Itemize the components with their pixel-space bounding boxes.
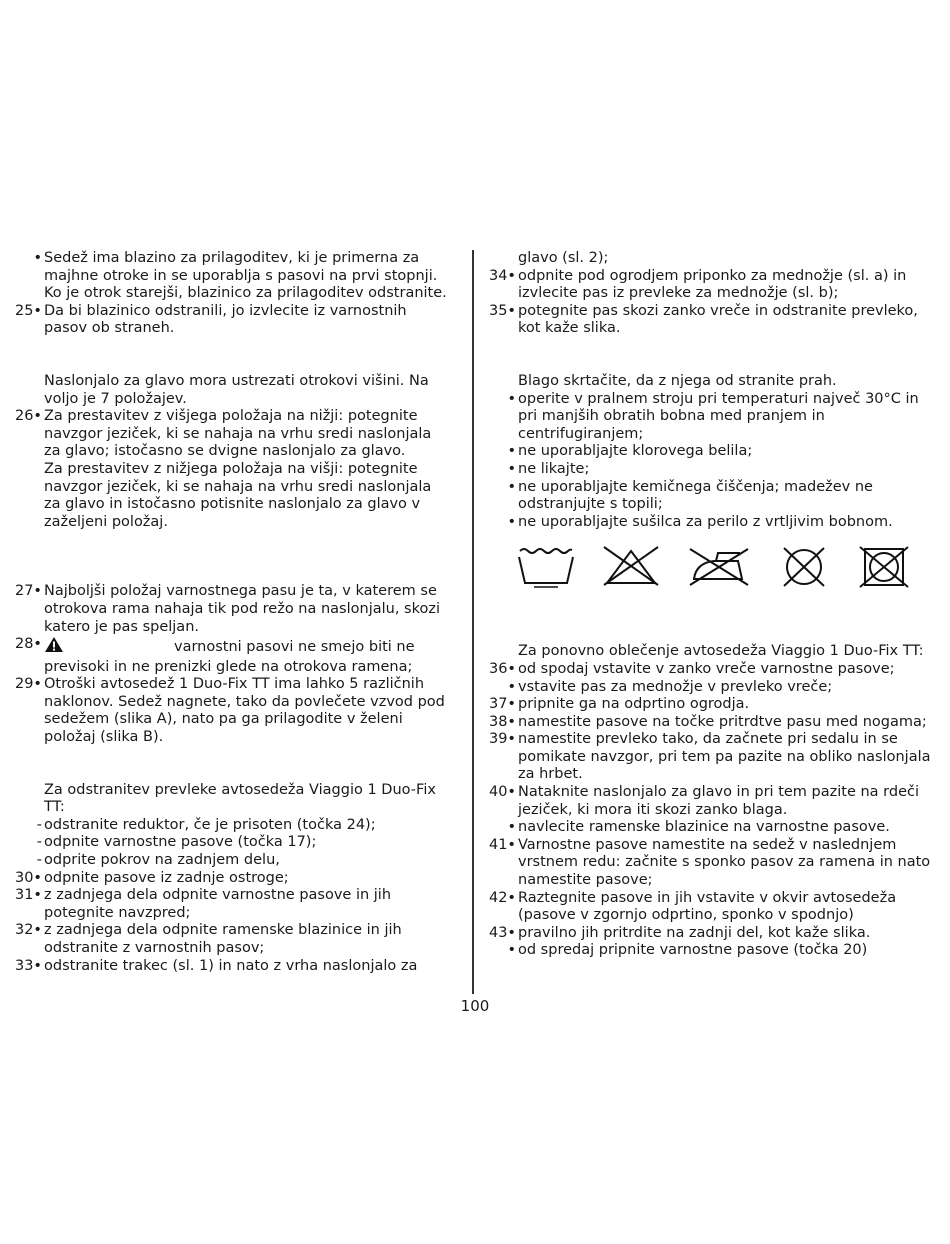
list-item: 27• Najboljši položaj varnostnega pasu je ta, v katerem se otrokova rama nahaja tik pod režo na naslonjalu, skozi katero je pas speljan.: [14, 583, 441, 635]
block-remove-cover: [10, 782, 452, 976]
list-item: 39• namestite prevleko tako, da začnete pri sedalu in se pomikate navzgor, pri tem pa pazite na obliko naslonjala za hrbet.: [488, 731, 931, 783]
block-refit-cover: [484, 643, 936, 960]
list-item: 35• potegnite pas skozi zanko vreče in odstranite prevleko, kot kaže slika.: [488, 302, 918, 337]
list-item: 37• pripnite ga na odprtino ogrodja.: [488, 696, 750, 713]
list-item: Za ponovno oblečenje avtosedeža Viaggio 1 Duo-Fix TT:: [518, 643, 924, 660]
care-symbols: [484, 545, 936, 589]
list-item: 30• odpnite pasove iz zadnje ostroge;: [14, 869, 289, 886]
list-item: 43• pravilno jih pritrdite na zadnji del, kot kaže slika.: [488, 924, 871, 941]
list-item: Naslonjalo za glavo mora ustrezati otrokovi višini. Na voljo je 7 položajev.: [44, 372, 429, 407]
list-item: 34• odpnite pod ogrodjem priponko za mednožje (sl. a) in izvlecite pas iz prevleke za mednožje (sl. b);: [488, 267, 907, 302]
warning-icon: [44, 636, 174, 659]
list-item: 25• Da bi blazinico odstranili, jo izvlecite iz varnostnih pasov ob straneh.: [14, 302, 407, 337]
block-remove-cover-cont: [484, 250, 936, 338]
list-item: • vstavite pas za mednožje v prevleko vreče;: [507, 678, 833, 695]
list-item: 42• Raztegnite pasove in jih vstavite v okvir avtosedeža (pasove v zgornjo odprtino, sponko v spodnjo): [488, 889, 897, 924]
list-item: 40• Nataknite naslonjalo za glavo in pri tem pazite na rdeči jeziček, ki mora iti skozi zanko blaga.: [488, 784, 919, 818]
right-column: [484, 250, 936, 960]
list-item: glavo (sl. 2);: [518, 250, 609, 266]
warning-item: 28• varnostni pasovi ne smejo biti ne previsoki in ne prenizki glede na otrokova ramena;: [14, 636, 415, 675]
list-item: • Sedež ima blazino za prilagoditev, ki je primerna za majhne otroke in se uporablja s pasovi na prvi stopnji. Ko je otrok starejši, blazinico za prilagoditev odstranite.: [33, 250, 447, 302]
list-item: - odprite pokrov na zadnjem delu,: [36, 852, 280, 869]
list-item: 32• z zadnjega dela odpnite ramenske blazinice in jih odstranite z varnostnih pasov;: [14, 922, 402, 956]
list-item: • ne uporabljajte klorovega belila;: [507, 443, 753, 460]
list-item: Blago skrtačite, da z njega od stranite prah.: [518, 372, 837, 389]
list-item: • navlecite ramenske blazinice na varnostne pasove.: [507, 819, 890, 836]
list-item: 29• Otroški avtosedež 1 Duo-Fix TT ima lahko 5 različnih naklonov. Sedež nagnete, tako da povlečete vzvod pod sedežem (slika A), nato pa ga prilagodite v želeni položaj (slika B).: [14, 676, 445, 746]
block-care: [484, 373, 936, 531]
list-item: 33• odstranite trakec (sl. 1) in nato z vrha naslonjalo za: [14, 957, 418, 974]
list-item: 31• z zadnjega dela odpnite varnostne pasove in jih potegnite navzpred;: [14, 887, 392, 921]
list-item: - odstranite reduktor, če je prisoten (točka 24);: [36, 816, 376, 833]
no-bleach-icon: [600, 545, 662, 589]
list-item: Za prestavitev z nižjega položaja na višji: potegnite navzgor jeziček, ki se nahaja na vrhu sredi naslonjala za glavo in istočasno potisnite naslonjalo za glavo v zaželjeni položaj.: [44, 460, 432, 530]
list-item: • ne uporabljajte sušilca za perilo z vrtljivim bobnom.: [507, 513, 893, 530]
block-belt-position: [10, 583, 452, 746]
wash-30-gentle-icon: [516, 545, 576, 589]
block-headrest: [10, 373, 452, 531]
list-item: 38• namestite pasove na točke pritrdtve pasu med nogama;: [488, 713, 927, 730]
no-tumble-dry-icon: [856, 545, 912, 589]
list-item: - odpnite varnostne pasove (točka 17);: [36, 834, 317, 851]
no-iron-icon: [686, 545, 752, 589]
list-item: • ne uporabljajte kemičnega čiščenja; madežev ne odstranjujte s topili;: [507, 478, 873, 513]
page-number: 100: [460, 997, 490, 1015]
list-item: Za odstranitev prevleke avtosedeža Viaggio 1 Duo-Fix TT:: [44, 781, 436, 816]
block-adjust-cushion: [10, 250, 452, 338]
list-item: • operite v pralnem stroju pri temperaturi največ 30°C in pri manjših obratih bobna med pranjem in centrifugiranjem;: [507, 390, 919, 442]
list-item: 41• Varnostne pasove namestite na sedež v naslednjem vrstnem redu: začnite s sponko pasov za ramena in nato namestite pasove;: [488, 836, 931, 889]
column-divider: [472, 250, 474, 994]
list-item: 26• Za prestavitev z višjega položaja na nižji: potegnite navzgor jeziček, ki se nahaja na vrhu sredi naslonjala za glavo; istočasno se dvigne naslonjalo za glavo.: [14, 408, 432, 460]
list-item: 36• od spodaj vstavite v zanko vreče varnostne pasove;: [488, 660, 895, 677]
no-dry-clean-icon: [776, 545, 832, 589]
left-column: [10, 250, 452, 975]
list-item: • od spredaj pripnite varnostne pasove (točka 20): [507, 942, 868, 959]
list-item: • ne likajte;: [507, 460, 590, 477]
